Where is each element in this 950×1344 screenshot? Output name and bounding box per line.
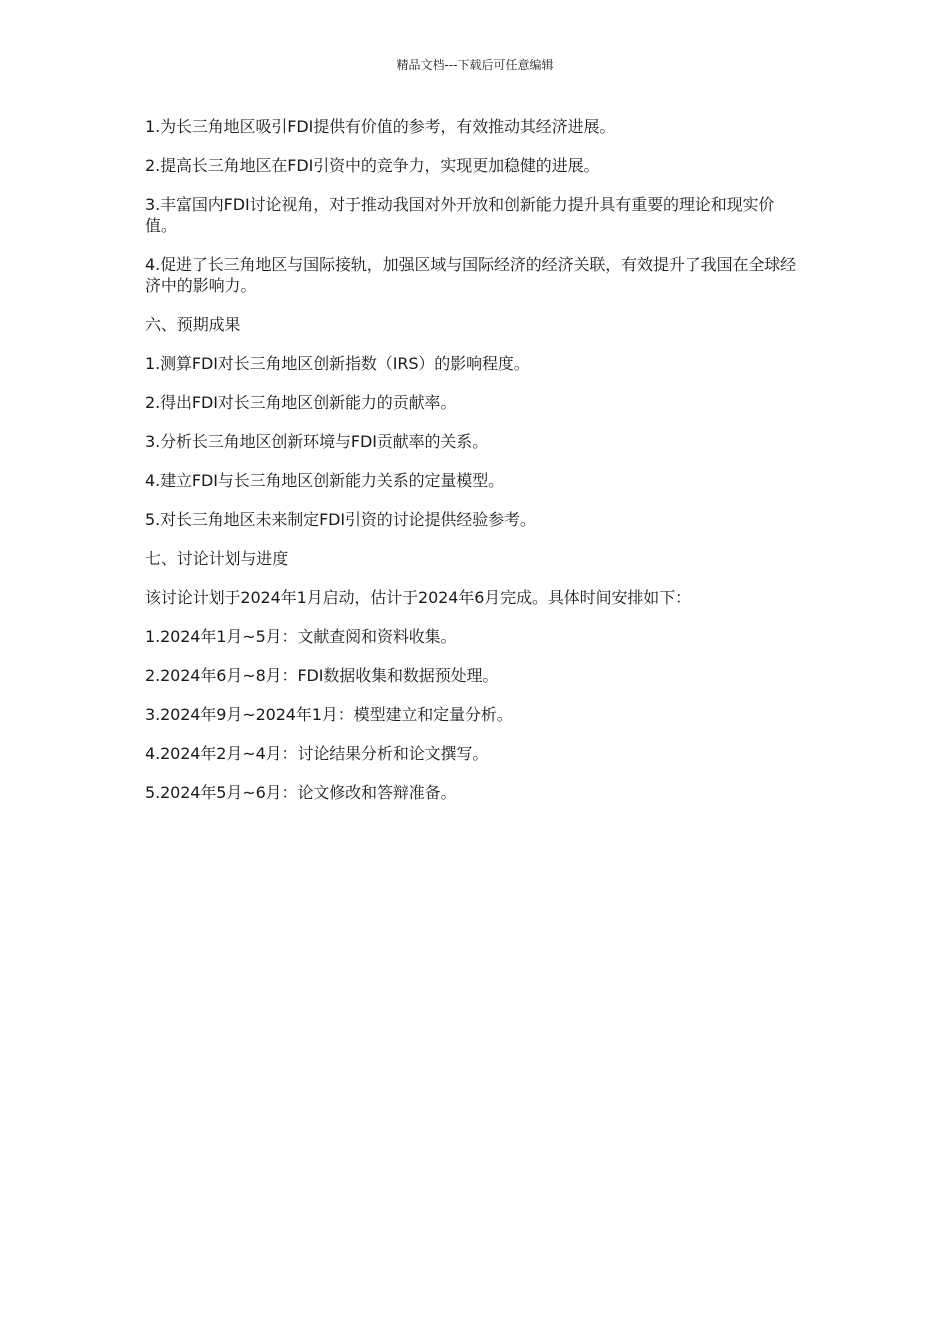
expected-result-item-3: 3.分析长三角地区创新环境与FDI贡献率的关系。 <box>145 432 489 451</box>
section-heading-expected-results: 六、预期成果 <box>145 315 241 334</box>
significance-item-3: 3.丰富国内FDI讨论视角，对于推动我国对外开放和创新能力提升具有重要的理论和现实价值。 <box>145 195 775 235</box>
plan-intro: 该讨论计划于2024年1月启动，估计于2024年6月完成。具体时间安排如下： <box>145 588 691 607</box>
schedule-item-5: 5.2024年5月~6月：论文修改和答辩准备。 <box>145 783 457 802</box>
schedule-item-1: 1.2024年1月~5月：文献查阅和资料收集。 <box>145 627 457 646</box>
document-body <box>145 116 805 821</box>
section-heading-plan-schedule: 七、讨论计划与进度 <box>145 549 289 568</box>
expected-result-item-5: 5.对长三角地区未来制定FDI引资的讨论提供经验参考。 <box>145 510 536 529</box>
page-header: 精品文档---下载后可任意编辑 <box>396 58 554 72</box>
expected-result-item-1: 1.测算FDI对长三角地区创新指数（IRS）的影响程度。 <box>145 354 530 373</box>
schedule-item-3: 3.2024年9月~2024年1月：模型建立和定量分析。 <box>145 705 513 724</box>
schedule-item-2: 2.2024年6月~8月：FDI数据收集和数据预处理。 <box>145 666 499 685</box>
schedule-item-4: 4.2024年2月~4月：讨论结果分析和论文撰写。 <box>145 744 489 763</box>
significance-item-1: 1.为长三角地区吸引FDI提供有价值的参考，有效推动其经济进展。 <box>145 117 616 136</box>
significance-item-4: 4.促进了长三角地区与国际接轨，加强区域与国际经济的经济关联，有效提升了我国在全球经济中的影响力。 <box>145 255 797 295</box>
expected-result-item-4: 4.建立FDI与长三角地区创新能力关系的定量模型。 <box>145 471 505 490</box>
expected-result-item-2: 2.得出FDI对长三角地区创新能力的贡献率。 <box>145 393 457 412</box>
significance-item-2: 2.提高长三角地区在FDI引资中的竞争力，实现更加稳健的进展。 <box>145 156 600 175</box>
